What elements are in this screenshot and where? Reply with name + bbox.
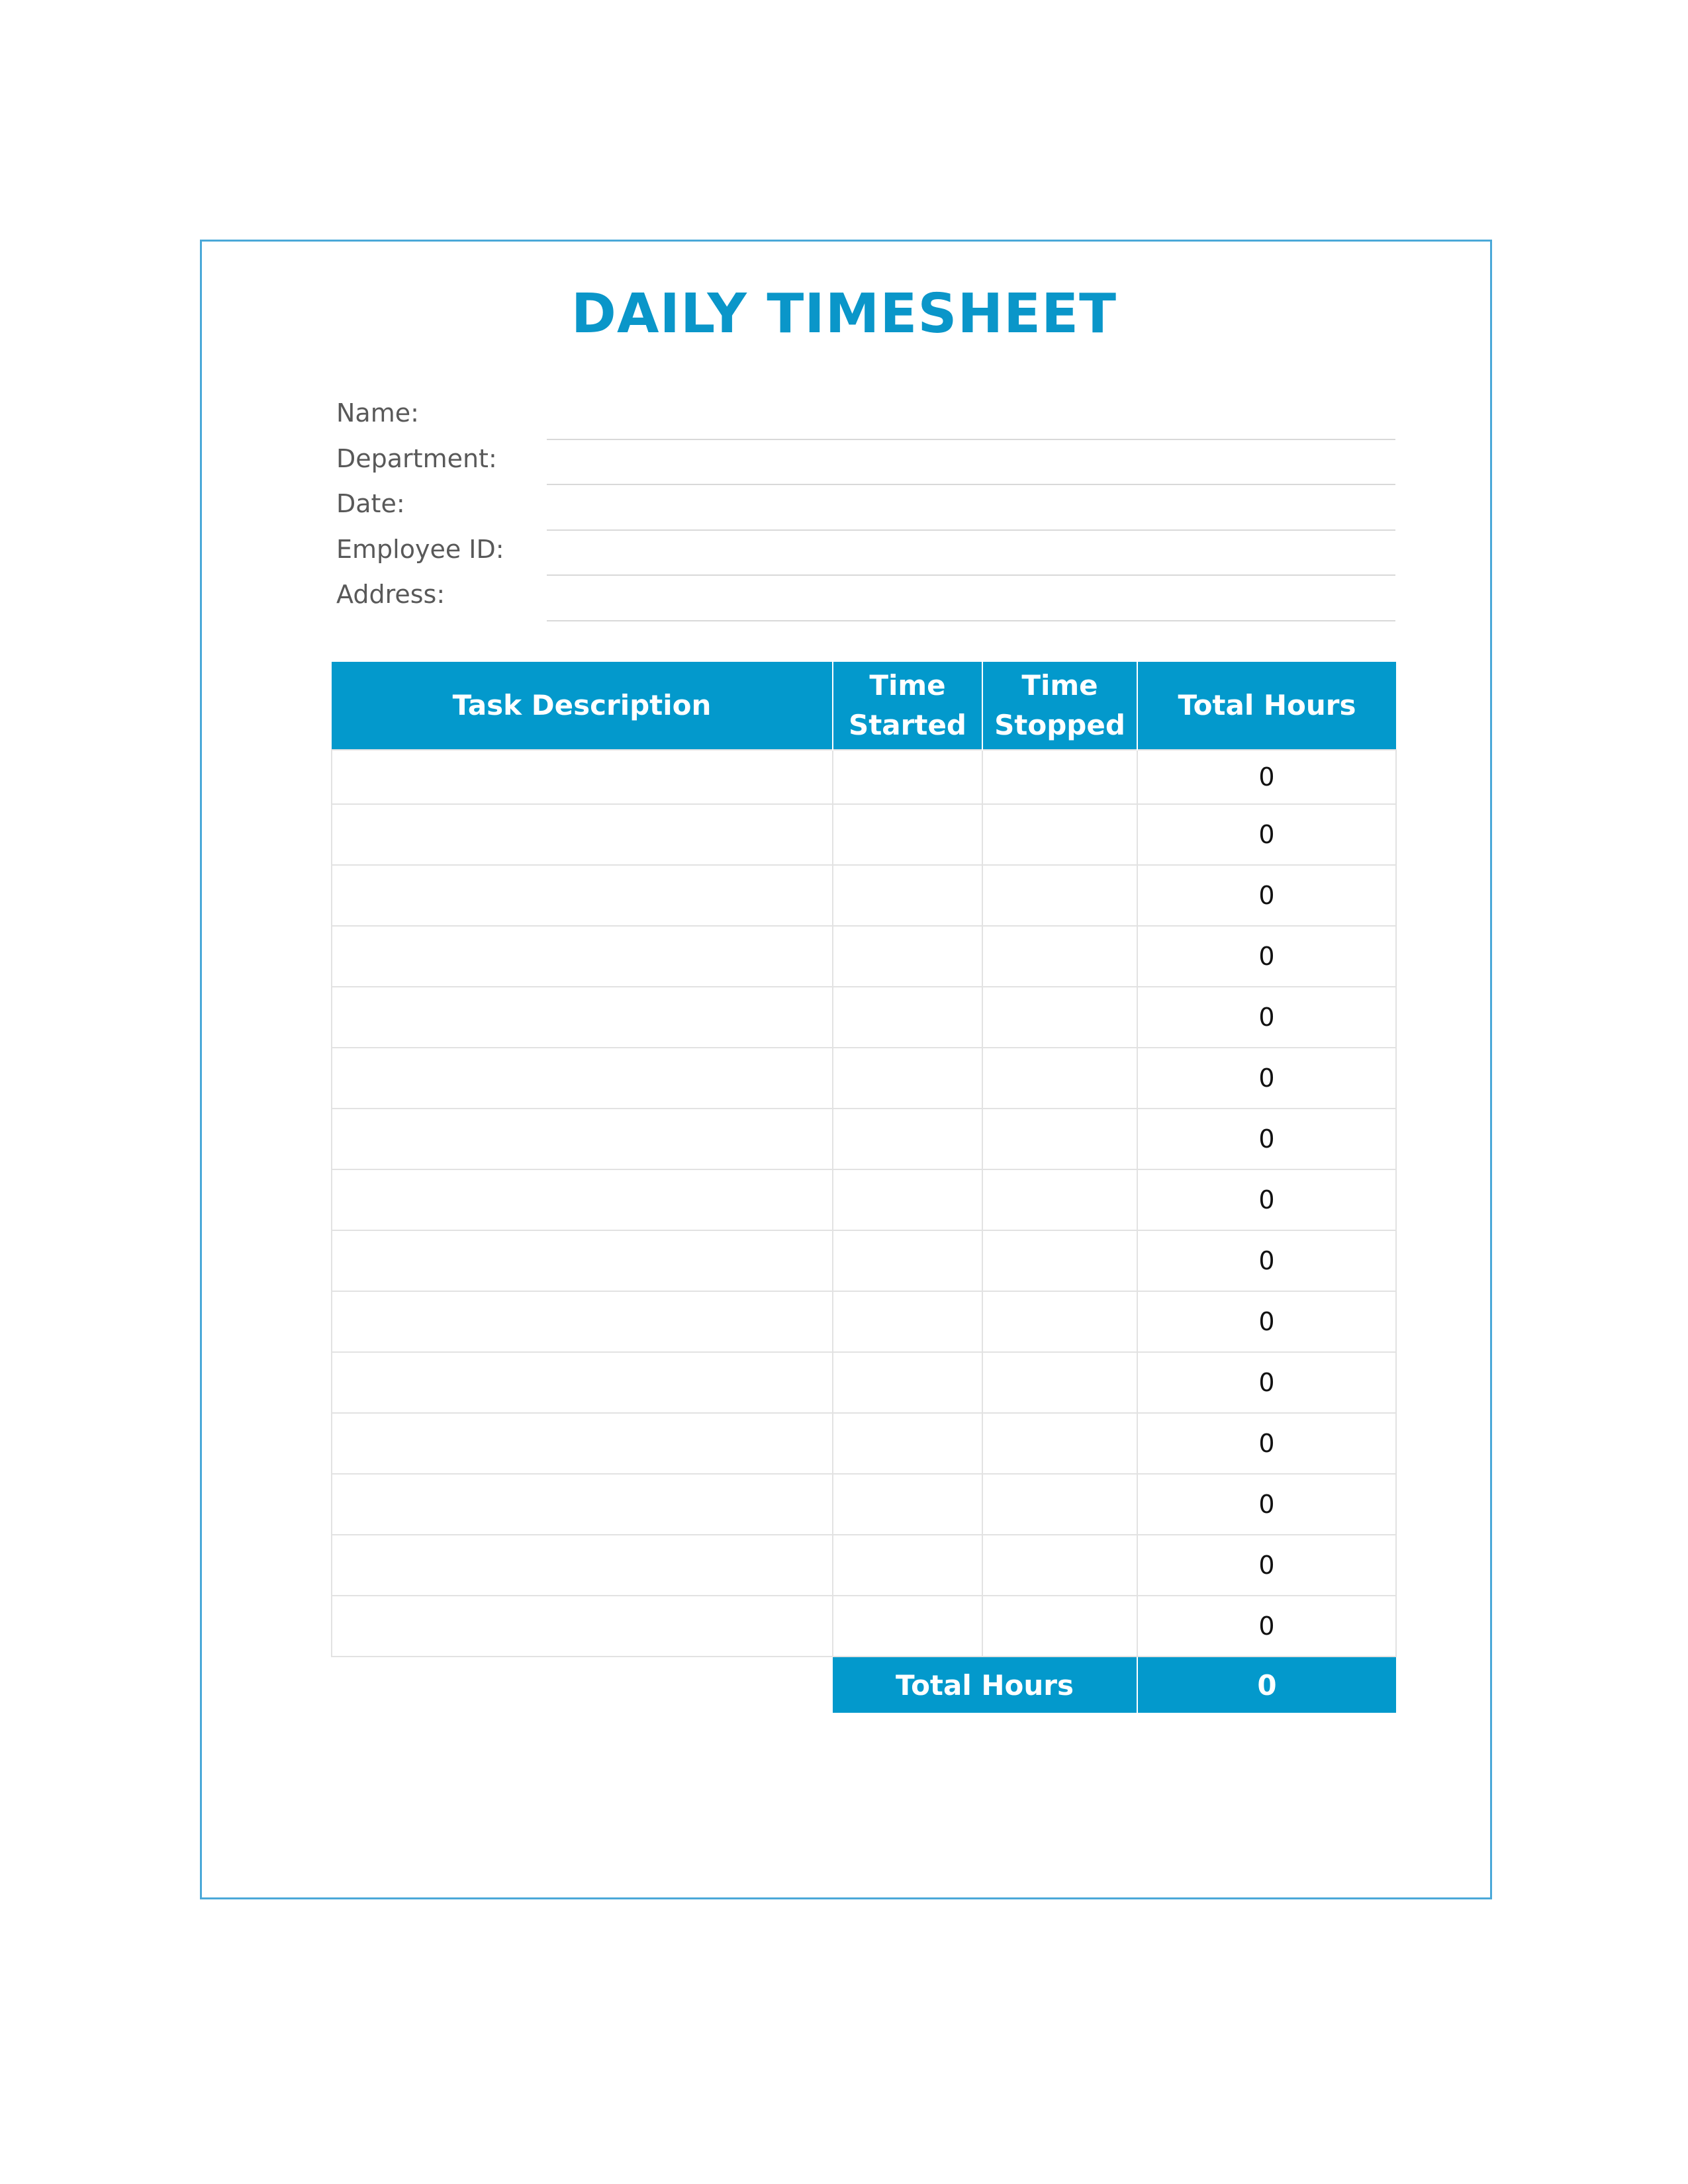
task-description-cell[interactable] (332, 1230, 833, 1291)
task-description-cell[interactable] (332, 1109, 833, 1169)
info-row-department (336, 441, 1395, 487)
task-description-cell[interactable] (332, 1352, 833, 1413)
task-description-cell[interactable] (332, 750, 833, 804)
total-hours-cell: 0 (1137, 1352, 1396, 1413)
employee-id-label: Employee ID: (336, 534, 504, 564)
task-description-cell[interactable] (332, 1596, 833, 1657)
task-description-cell[interactable] (332, 1535, 833, 1596)
table-row (332, 865, 1396, 926)
header-task-description: Task Description (332, 662, 833, 750)
time-started-cell[interactable] (833, 1230, 982, 1291)
total-row (332, 1657, 1396, 1713)
total-hours-cell: 0 (1137, 750, 1396, 804)
employee-info-section (336, 396, 1395, 623)
info-row-date (336, 486, 1395, 532)
time-started-cell[interactable] (833, 1474, 982, 1535)
time-started-cell[interactable] (833, 926, 982, 987)
table-row (332, 987, 1396, 1048)
table-row (332, 1352, 1396, 1413)
time-started-cell[interactable] (833, 1048, 982, 1109)
table-row (332, 1474, 1396, 1535)
total-row-spacer (332, 1657, 833, 1713)
time-stopped-cell[interactable] (982, 987, 1137, 1048)
time-started-cell[interactable] (833, 750, 982, 804)
header-time-started: Time Started (833, 662, 982, 750)
time-stopped-cell[interactable] (982, 865, 1137, 926)
time-stopped-cell[interactable] (982, 926, 1137, 987)
total-hours-value: 0 (1137, 1657, 1396, 1713)
time-stopped-cell[interactable] (982, 1535, 1137, 1596)
table-row (332, 926, 1396, 987)
address-field[interactable] (547, 620, 1395, 621)
total-hours-cell: 0 (1137, 1413, 1396, 1474)
task-description-cell[interactable] (332, 865, 833, 926)
name-field[interactable] (547, 439, 1395, 440)
total-hours-cell: 0 (1137, 1169, 1396, 1230)
time-started-cell[interactable] (833, 1535, 982, 1596)
total-hours-cell: 0 (1137, 1474, 1396, 1535)
time-stopped-cell[interactable] (982, 1169, 1137, 1230)
time-started-cell[interactable] (833, 1596, 982, 1657)
table-row (332, 1109, 1396, 1169)
table-row (332, 1169, 1396, 1230)
time-stopped-cell[interactable] (982, 1048, 1137, 1109)
task-description-cell[interactable] (332, 804, 833, 865)
time-stopped-cell[interactable] (982, 804, 1137, 865)
total-hours-cell: 0 (1137, 1596, 1396, 1657)
time-started-cell[interactable] (833, 1291, 982, 1352)
total-hours-cell: 0 (1137, 1535, 1396, 1596)
time-stopped-cell[interactable] (982, 1352, 1137, 1413)
name-label: Name: (336, 398, 419, 428)
total-hours-label: Total Hours (833, 1657, 1137, 1713)
department-field[interactable] (547, 484, 1395, 485)
time-stopped-cell[interactable] (982, 750, 1137, 804)
task-description-cell[interactable] (332, 1048, 833, 1109)
time-stopped-cell[interactable] (982, 1596, 1137, 1657)
table-row (332, 1230, 1396, 1291)
date-label: Date: (336, 489, 405, 518)
table-row (332, 1535, 1396, 1596)
table-row (332, 1596, 1396, 1657)
employee-id-field[interactable] (547, 574, 1395, 576)
time-started-cell[interactable] (833, 1109, 982, 1169)
info-row-name (336, 396, 1395, 441)
time-started-cell[interactable] (833, 1413, 982, 1474)
department-label: Department: (336, 443, 497, 473)
table-row (332, 1048, 1396, 1109)
timesheet-table (331, 662, 1397, 1713)
total-hours-cell: 0 (1137, 804, 1396, 865)
header-time-stopped: Time Stopped (982, 662, 1137, 750)
task-description-cell[interactable] (332, 1169, 833, 1230)
task-description-cell[interactable] (332, 1474, 833, 1535)
date-field[interactable] (547, 529, 1395, 531)
table-header-row (332, 662, 1396, 750)
table-row (332, 1413, 1396, 1474)
time-stopped-cell[interactable] (982, 1109, 1137, 1169)
time-stopped-cell[interactable] (982, 1413, 1137, 1474)
table-row (332, 804, 1396, 865)
address-label: Address: (336, 580, 445, 609)
page-title: DAILY TIMESHEET (571, 283, 1117, 345)
table-row (332, 750, 1396, 804)
total-hours-cell: 0 (1137, 1291, 1396, 1352)
task-description-cell[interactable] (332, 987, 833, 1048)
time-stopped-cell[interactable] (982, 1230, 1137, 1291)
task-description-cell[interactable] (332, 926, 833, 987)
table-row (332, 1291, 1396, 1352)
time-stopped-cell[interactable] (982, 1474, 1137, 1535)
info-row-address (336, 577, 1395, 623)
time-started-cell[interactable] (833, 1352, 982, 1413)
info-row-employee-id (336, 532, 1395, 578)
total-hours-cell: 0 (1137, 865, 1396, 926)
time-started-cell[interactable] (833, 987, 982, 1048)
task-description-cell[interactable] (332, 1291, 833, 1352)
time-stopped-cell[interactable] (982, 1291, 1137, 1352)
total-hours-cell: 0 (1137, 1109, 1396, 1169)
header-total-hours: Total Hours (1137, 662, 1396, 750)
time-started-cell[interactable] (833, 804, 982, 865)
timesheet-rows (332, 750, 1396, 1657)
time-started-cell[interactable] (833, 1169, 982, 1230)
total-hours-cell: 0 (1137, 1048, 1396, 1109)
total-hours-cell: 0 (1137, 926, 1396, 987)
time-started-cell[interactable] (833, 865, 982, 926)
total-hours-cell: 0 (1137, 1230, 1396, 1291)
total-hours-cell: 0 (1137, 987, 1396, 1048)
task-description-cell[interactable] (332, 1413, 833, 1474)
